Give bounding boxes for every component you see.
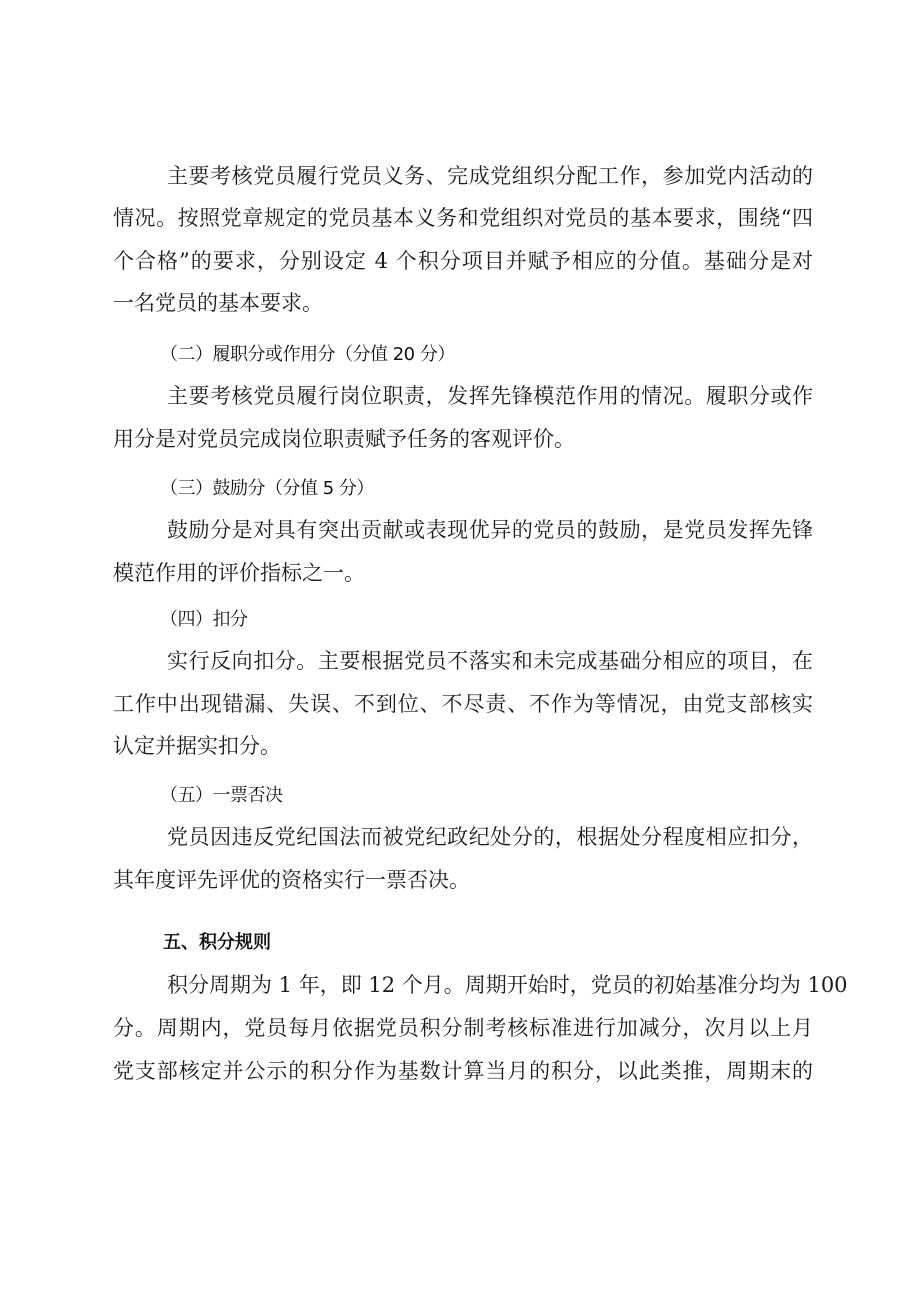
section-heading-encouragement-score: （三）鼓励分（分值 5 分） bbox=[160, 478, 374, 499]
paragraph-line: 情况。按照党章规定的党员基本义务和党组织对党员的基本要求，围绕“四 bbox=[113, 206, 813, 230]
paragraph-line: 模范作用的评价指标之一。 bbox=[113, 561, 365, 585]
paragraph-line: 分。周期内，党员每月依据党员积分制考核标准进行加减分，次月以上月 bbox=[113, 1016, 813, 1040]
paragraph-line: 鼓励分是对具有突出贡献或表现优异的党员的鼓励，是党员发挥先锋 bbox=[167, 518, 813, 542]
paragraph-line: 一名党员的基本要求。 bbox=[113, 291, 323, 315]
chapter-heading-scoring-rules: 五、积分规则 bbox=[163, 932, 271, 953]
paragraph-line: 积分周期为 1 年，即 12 个月。周期开始时，党员的初始基准分均为 100 bbox=[167, 973, 848, 997]
paragraph-line: 工作中出现错漏、失误、不到位、不尽责、不作为等情况，由党支部核实 bbox=[113, 692, 813, 716]
paragraph-line: 实行反向扣分。主要根据党员不落实和未完成基础分相应的项目，在 bbox=[167, 649, 813, 673]
paragraph-line: 主要考核党员履行岗位职责，发挥先锋模范作用的情况。履职分或作 bbox=[167, 384, 813, 408]
paragraph-line: 个合格”的要求，分别设定 4 个积分项目并赋予相应的分值。基础分是对 bbox=[113, 249, 813, 273]
paragraph-line: 党支部核定并公示的积分作为基数计算当月的积分，以此类推，周期末的 bbox=[113, 1059, 813, 1083]
paragraph-line: 主要考核党员履行党员义务、完成党组织分配工作，参加党内活动的 bbox=[167, 164, 813, 188]
paragraph-line: 认定并据实扣分。 bbox=[113, 734, 281, 758]
paragraph-line: 用分是对党员完成岗位职责赋予任务的客观评价。 bbox=[113, 427, 575, 451]
section-heading-deduction: （四）扣分 bbox=[160, 609, 248, 630]
section-heading-duty-score: （二）履职分或作用分（分值 20 分） bbox=[160, 344, 455, 365]
section-heading-veto: （五）一票否决 bbox=[160, 785, 283, 806]
paragraph-line: 党员因违反党纪国法而被党纪政纪处分的，根据处分程度相应扣分， bbox=[167, 825, 813, 849]
paragraph-line: 其年度评先评优的资格实行一票否决。 bbox=[113, 868, 470, 892]
